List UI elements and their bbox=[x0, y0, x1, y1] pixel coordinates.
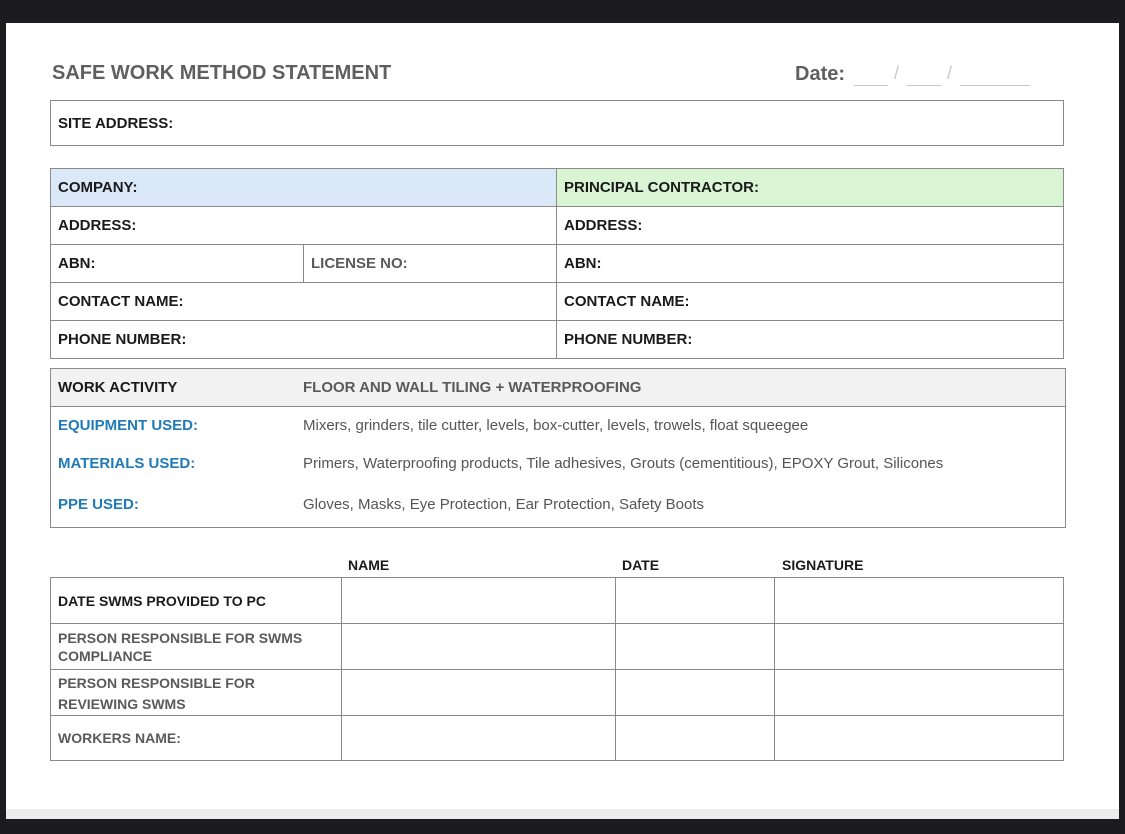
site-address-label: SITE ADDRESS: bbox=[58, 114, 174, 132]
company-contact-field[interactable] bbox=[50, 282, 557, 321]
company-phone-label: PHONE NUMBER: bbox=[58, 331, 187, 348]
company-license-label: LICENSE NO: bbox=[311, 255, 408, 272]
row-label-text: REVIEWING SWMS bbox=[58, 696, 186, 712]
date-year-blank[interactable] bbox=[960, 85, 1030, 86]
table-row-label bbox=[50, 577, 342, 624]
signature-cell[interactable] bbox=[774, 623, 1064, 670]
signature-cell[interactable] bbox=[774, 669, 1064, 716]
company-address-label: ADDRESS: bbox=[58, 217, 137, 234]
signature-cell[interactable] bbox=[774, 715, 1064, 761]
row-label-text: WORKERS NAME: bbox=[58, 730, 181, 746]
table-row-label bbox=[50, 715, 342, 761]
company-address-field[interactable] bbox=[50, 206, 557, 245]
site-address-field[interactable] bbox=[50, 100, 1064, 146]
ppe-used-label: PPE USED: bbox=[58, 496, 139, 513]
principal-abn-field[interactable] bbox=[556, 244, 1064, 283]
row-label-text: COMPLIANCE bbox=[58, 648, 153, 664]
principal-address-field[interactable] bbox=[556, 206, 1064, 245]
date-month-blank[interactable] bbox=[907, 85, 941, 86]
principal-abn-label: ABN: bbox=[564, 255, 602, 272]
next-page-top bbox=[6, 809, 1119, 819]
company-license-field[interactable] bbox=[303, 244, 557, 283]
principal-contractor-label: PRINCIPAL CONTRACTOR: bbox=[564, 179, 759, 196]
date-cell[interactable] bbox=[615, 715, 775, 761]
principal-phone-field[interactable] bbox=[556, 320, 1064, 359]
principal-contact-label: CONTACT NAME: bbox=[564, 293, 690, 310]
date-separator: / bbox=[947, 63, 953, 83]
column-header-name: NAME bbox=[348, 557, 390, 573]
ppe-used-value: Gloves, Masks, Eye Protection, Ear Protection, Safety Boots bbox=[303, 496, 705, 513]
column-header-signature: SIGNATURE bbox=[782, 557, 864, 573]
company-phone-field[interactable] bbox=[50, 320, 557, 359]
next-page-edge bbox=[0, 809, 1125, 834]
company-label: COMPANY: bbox=[58, 179, 138, 196]
date-label: Date: bbox=[795, 63, 846, 85]
principal-contact-field[interactable] bbox=[556, 282, 1064, 321]
equipment-used-label: EQUIPMENT USED: bbox=[58, 417, 199, 434]
document-page bbox=[6, 23, 1119, 809]
row-label-text: DATE SWMS PROVIDED TO PC bbox=[58, 592, 266, 609]
company-header[interactable] bbox=[50, 168, 557, 207]
name-cell[interactable] bbox=[341, 623, 616, 670]
date-day-blank[interactable] bbox=[854, 85, 888, 86]
signature-cell[interactable] bbox=[774, 577, 1064, 624]
materials-used-value: Primers, Waterproofing products, Tile adhesives, Grouts (cementitious), EPOXY Grout, Silicones bbox=[303, 455, 944, 472]
row-label-text: PERSON RESPONSIBLE FOR bbox=[58, 675, 255, 691]
company-abn-field[interactable] bbox=[50, 244, 304, 283]
company-contact-label: CONTACT NAME: bbox=[58, 293, 184, 310]
date-cell[interactable] bbox=[615, 623, 775, 670]
table-row-label bbox=[50, 623, 342, 670]
work-activity-value: FLOOR AND WALL TILING + WATERPROOFING bbox=[303, 379, 642, 396]
name-cell[interactable] bbox=[341, 669, 616, 716]
row-label-text: PERSON RESPONSIBLE FOR SWMS bbox=[58, 630, 303, 646]
company-abn-label: ABN: bbox=[58, 255, 96, 272]
name-cell[interactable] bbox=[341, 577, 616, 624]
principal-address-label: ADDRESS: bbox=[564, 217, 643, 234]
page-title: SAFE WORK METHOD STATEMENT bbox=[52, 62, 392, 84]
date-cell[interactable] bbox=[615, 669, 775, 716]
materials-used-label: MATERIALS USED: bbox=[58, 455, 196, 472]
principal-phone-label: PHONE NUMBER: bbox=[564, 331, 693, 348]
work-activity-label: WORK ACTIVITY bbox=[58, 379, 178, 396]
equipment-used-value: Mixers, grinders, tile cutter, levels, box-cutter, levels, trowels, float squeegee bbox=[303, 417, 809, 434]
table-row-label bbox=[50, 669, 342, 716]
name-cell[interactable] bbox=[341, 715, 616, 761]
column-header-date: DATE bbox=[622, 557, 660, 573]
date-cell[interactable] bbox=[615, 577, 775, 624]
date-separator: / bbox=[894, 63, 900, 83]
principal-contractor-header[interactable] bbox=[556, 168, 1064, 207]
